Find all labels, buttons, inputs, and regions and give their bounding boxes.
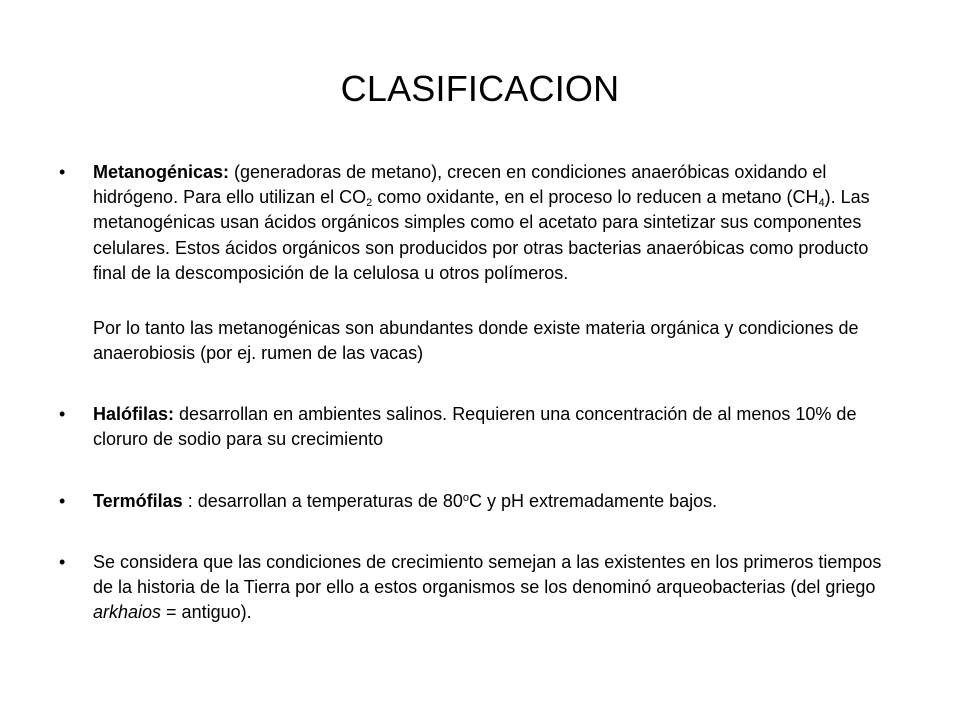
bullet-marker: • (59, 491, 66, 511)
ch4-subscript: 4 (818, 197, 825, 210)
bullet-metanogenicas (59, 160, 893, 286)
termofilas-text-2: C y pH extremadamente bajos. (469, 491, 718, 511)
metanogenicas-continuation: Por lo tanto las metanogénicas son abundantes donde existe materia orgánica y condiciones de anaerobiosis (por ej. rumen de las vacas) (93, 318, 859, 364)
halofilas-text: desarrollan en ambientes salinos. Requieren una concentración de al menos 10% de cloruro de sodio para su crecimiento (93, 404, 857, 450)
co2-subscript: 2 (366, 197, 373, 210)
term-halofilas: Halófilas: (93, 404, 175, 424)
conclusion-italic-term: arkhaios (93, 602, 162, 623)
term-termofilas: Termófilas (93, 491, 183, 511)
conclusion-text-1: Se considera que las condiciones de crecimiento semejan a las existentes en los primeros tiempos de la historia de la Tierra por ello a estos organismos se los denominó arqueobacterias (del griego (93, 552, 882, 598)
metanogenicas-text-1: (generadoras de metano), crecen en condiciones anaeróbicas oxidando el hidrógeno. Para ello utilizan el CO (93, 162, 827, 208)
conclusion-text-2: = antiguo). (161, 602, 252, 623)
bullet-halofilas (59, 402, 893, 452)
slide-title: CLASIFICACION (340, 68, 620, 109)
bullet-termofilas (59, 489, 893, 514)
bullet-marker: • (59, 162, 66, 182)
bullet-marker: • (59, 552, 66, 572)
termofilas-text-1: : desarrollan a temperaturas de 80 (182, 491, 463, 511)
bullet-marker: • (59, 404, 66, 424)
term-metanogenicas: Metanogénicas: (93, 162, 230, 182)
bullet-conclusion (59, 550, 893, 626)
metanogenicas-text-2: como oxidante, en el proceso lo reducen a metano (CH (372, 187, 819, 208)
degree-superscript: o (462, 492, 469, 504)
metanogenicas-text-3: ). Las metanogénicas usan ácidos orgánicos simples como el acetato para sintetizar sus componentes celulares. Estos ácidos orgánicos son producidos por otras bacterias anaeróbicas como producto final de la descomposición de la celulosa u otros polímeros. (93, 187, 870, 283)
